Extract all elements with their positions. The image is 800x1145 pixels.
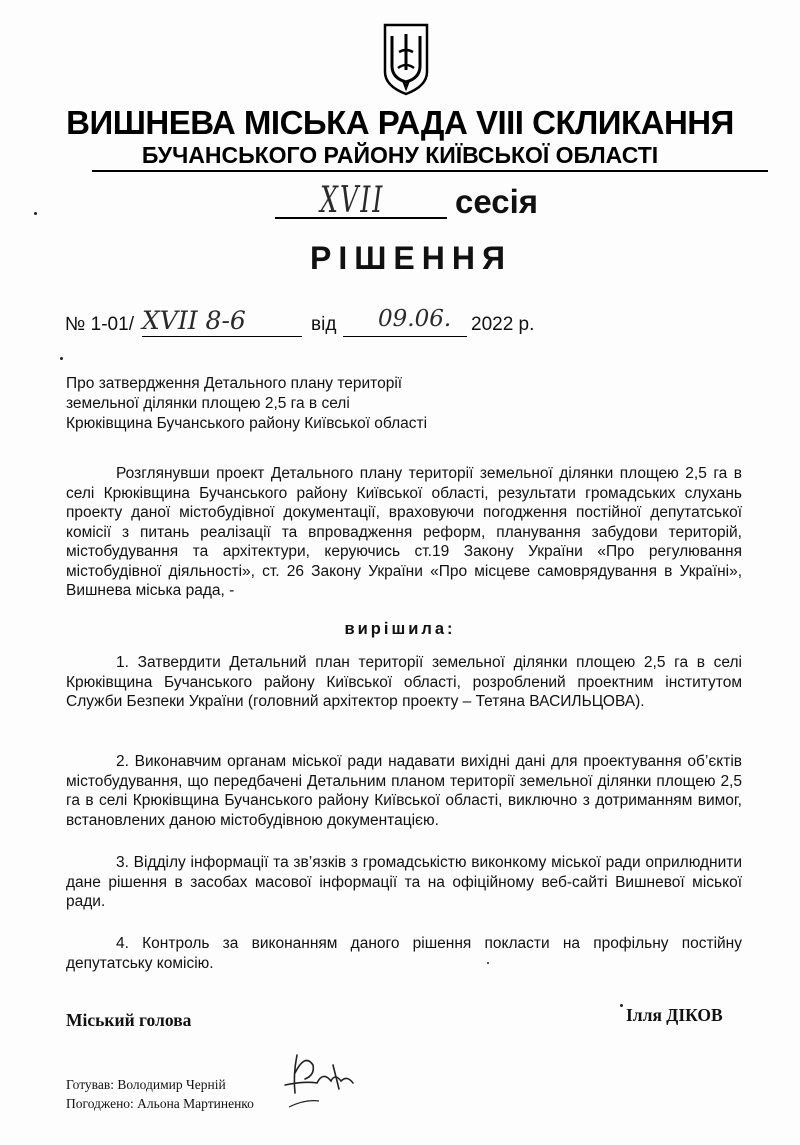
mayor-name: Ілля ДІКОВ [626,1005,723,1025]
date-underline [343,336,467,337]
decision-title: РІШЕННЯ [310,240,512,276]
mayor-title: Міський голова [66,1010,192,1030]
document-number-handwritten: XVII 8-6 [142,306,246,335]
resolved-heading: вирішила: [344,620,456,638]
date-handwritten: 09.06. [378,306,452,332]
preamble-paragraph: Розглянувши проект Детального плану території земельної ділянки площею 2,5 га в селі Крюківщина Бучанського району Київської області, результати громадських слухань проекту даної містобудівної документації, враховуючи погодження постійної депутатської комісії з питань реалізації та впровадження реформ, планування забудови територій, містобудування та архітектури, керуючись ст.19 Закону України «Про регулювання містобудівної діяльності», ст. 26 Закону України «Про місцеве самоврядування в Україні», Вишнева міська рада, - [66,465,742,599]
decision-item-4: 4. Контроль за виконанням даного рішення покласти на профільну постійну депутатську комісію. [66,935,742,972]
subject-line: земельної ділянки площею 2,5 га в селі [66,395,350,412]
session-label: сесія [455,183,539,220]
subject-line: Про затвердження Детального плану території [66,375,403,392]
agreed-by: Погоджено: Альона Мартиненко [66,1096,254,1111]
date-year: 2022 р. [471,314,535,335]
council-name: ВИШНЕВА МІСЬКА РАДА VIII СКЛИКАННЯ [66,104,734,141]
document-number-prefix: № 1-01/ [65,314,134,335]
header-divider [92,170,768,172]
document-number-underline [142,336,302,337]
decision-item-2: 2. Виконавчим органам міської ради надавати вихідні дані для проектування об’єктів містобудування, що передбачені Детальним планом території земельної ділянки площею 2,5 га в селі Крюківщина Бучанського району Київської області, виключно з дотриманням вимог, встановлених даною містобудівною документацією. [66,753,742,829]
handwritten-signature-icon [275,1045,370,1115]
scan-speck [60,357,63,360]
decision-subject [66,374,427,434]
session-number-handwritten: XVII [320,180,385,221]
scan-speck [34,212,37,215]
scan-speck [620,1004,623,1007]
tryzub-emblem-icon [382,22,430,96]
scan-speck [487,962,489,964]
prepared-by: Готував: Володимир Черній [66,1077,226,1092]
decision-item-3: 3. Відділу інформації та зв’язків з громадськістю виконкому міської ради оприлюднити дане рішення в засобах масової інформації та на офіційному веб-сайті Вишневої міської ради. [66,854,742,910]
council-district: БУЧАНСЬКОГО РАЙОНУ КИЇВСЬКОЇ ОБЛАСТІ [141,142,659,168]
subject-line: Крюківщина Бучанського району Київської області [66,415,428,432]
decision-item-1: 1. Затвердити Детальний план території земельної ділянки площею 2,5 га в селі Крюківщина Бучанського району Київської області, розроблений проектним інститутом Служби Безпеки України (головний архітектор проекту – Тетяна ВАСИЛЬЦОВА). [66,654,742,710]
date-prefix: від [311,314,337,335]
